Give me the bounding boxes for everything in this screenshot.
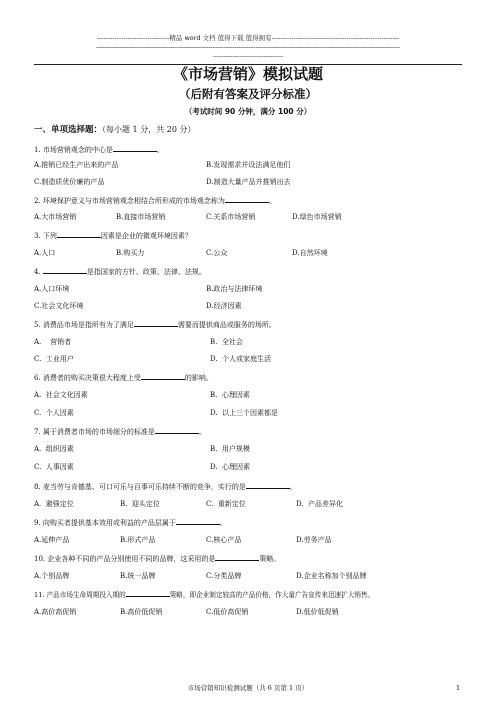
option-a[interactable]: A.大市场营销 [34,213,77,221]
section-title: 一、单项选择题： [34,125,103,135]
option-d[interactable]: D. 产品差异化 [296,500,344,508]
option-a[interactable]: A.推销已经生产出来的产品 [34,161,119,169]
option-c[interactable]: C. 工业用户 [34,355,74,363]
option-c[interactable]: C. 重新定位 [206,500,246,508]
page-number: 1 [456,684,461,692]
option-b[interactable]: B. 用户规模 [210,445,250,453]
header-dashes-right: ---------------------------------------------------------- [271,34,400,42]
option-a[interactable]: A. 避强定位 [34,500,74,508]
option-b[interactable]: B.形式产品 [120,536,156,544]
option-c[interactable]: C.关系市场营销 [206,213,256,221]
option-c[interactable]: C.分类品牌 [206,572,242,580]
option-c[interactable]: C.低价高促销 [206,608,249,616]
question-1: 1. 市场营销观念的中心是 。 [34,146,164,154]
question-8: 8. 麦当劳与肯德基、可口可乐与百事可乐持续不断的竞争，实行的是 。 [34,483,297,491]
question-10: 10. 企业各种不同的产品分别使用不同的品牌，这采用的是 策略。 [34,555,281,563]
option-b[interactable]: B. 全社会 [210,338,243,346]
option-d[interactable]: D.绿色市场营销 [292,213,342,221]
option-d[interactable]: D. 个人或家庭生活 [210,355,272,363]
answer-blank[interactable] [215,553,259,561]
header-line-2: ---------------------------------------------------------------------------------------------------------------------------------------------------------------- [96,43,400,51]
option-a[interactable]: A.个别品牌 [34,572,70,580]
option-a[interactable]: A.高价高促销 [34,608,77,616]
answer-blank[interactable] [134,319,178,327]
option-c[interactable]: C. 个人因素 [34,409,74,417]
question-3: 3. 下列 因素是企业的微观环境因素？ [34,232,192,240]
exam-subtitle: （后附有答案及评分标准） [179,87,317,101]
question-11: 11. 产品市场生命周期投入期的 策略，即企业制定较高的产品价格，作大量广告宣传来迅速扩大销售。 [34,591,375,599]
option-d[interactable]: D.劳务产品 [296,536,332,544]
page-footer: 市场营销知识检测试题（共 6 页第 1 页） [187,684,309,692]
option-a[interactable]: A.人口环境 [34,285,70,293]
header-line-1 [34,34,462,42]
option-c[interactable]: C.核心产品 [206,536,242,544]
answer-blank[interactable] [246,481,290,489]
option-b[interactable]: B.发现需求并设法满足他们 [206,161,291,169]
option-a[interactable]: A.人口 [34,249,56,257]
option-c[interactable]: C.公众 [206,249,228,257]
answer-blank[interactable] [43,266,87,274]
answer-blank[interactable] [126,589,170,597]
question-7: 7. 属于消费者市场的市场细分的标准是 。 [34,428,206,436]
answer-blank[interactable] [225,195,269,203]
option-a[interactable]: A. 社会文化因素 [34,391,88,399]
option-d[interactable]: D. 以上三个因素都是 [210,409,279,417]
header-line-3: -------------------------------- [212,52,284,60]
header-dashes-left: --------------------------------- [96,34,170,42]
exam-title: 《市场营销》模拟试题 [172,65,323,83]
option-b[interactable]: B.政治与法律环境 [206,285,263,293]
header-watermark-text: 精品 word 文档 值得下载 值得拥有 [169,34,272,42]
answer-blank[interactable] [113,144,157,152]
option-a[interactable]: A. 营销者 [34,338,72,346]
question-5: 5. 消费品市场是指所有为了满足 需要而提供商品或服务的场所。 [34,321,276,329]
option-c[interactable]: C.制造质优价廉的产品 [34,178,105,186]
section-heading [34,124,195,136]
option-d[interactable]: D.低价低促销 [296,608,339,616]
option-b[interactable]: B.购买力 [116,249,145,257]
option-d[interactable]: D.自然环境 [292,249,328,257]
option-b[interactable]: B. 迎头定位 [120,500,160,508]
answer-blank[interactable] [141,372,185,380]
exam-time-note: （考试时间 90 分钟，满分 100 分） [184,107,312,116]
option-d[interactable]: D.制造大量产品并推销出去 [206,178,291,186]
question-9: 9. 向购买者提供基本效用或利益的产品层属于 。 [34,519,227,527]
section-detail: （每小题 1 分，共 20 分） [102,125,196,134]
option-c[interactable]: C.社会文化环境 [34,302,84,310]
question-4: 4. 是指国家的方针、政策、法律、法规。 [34,268,206,276]
question-2: 2. 环境保护意义与市场营销观念相结合所形成的市场观念称为 。 [34,197,276,205]
option-c[interactable]: C. 人事因素 [34,463,74,471]
answer-blank[interactable] [155,426,199,434]
question-6: 6. 消费者的购买决策很大程度上受 的影响。 [34,374,213,382]
option-d[interactable]: D.企业名称加个别品牌 [296,572,367,580]
answer-blank[interactable] [176,517,220,525]
option-b[interactable]: B. 心理因素 [210,391,250,399]
option-b[interactable]: B.直接市场营销 [116,213,166,221]
option-d[interactable]: D. 心理因素 [210,463,251,471]
option-d[interactable]: D.经济因素 [206,302,242,310]
option-a[interactable]: A.延伸产品 [34,536,70,544]
option-b[interactable]: B.统一品牌 [120,572,156,580]
option-a[interactable]: A. 组织因素 [34,445,74,453]
answer-blank[interactable] [57,230,101,238]
option-b[interactable]: B.高价低促销 [120,608,163,616]
